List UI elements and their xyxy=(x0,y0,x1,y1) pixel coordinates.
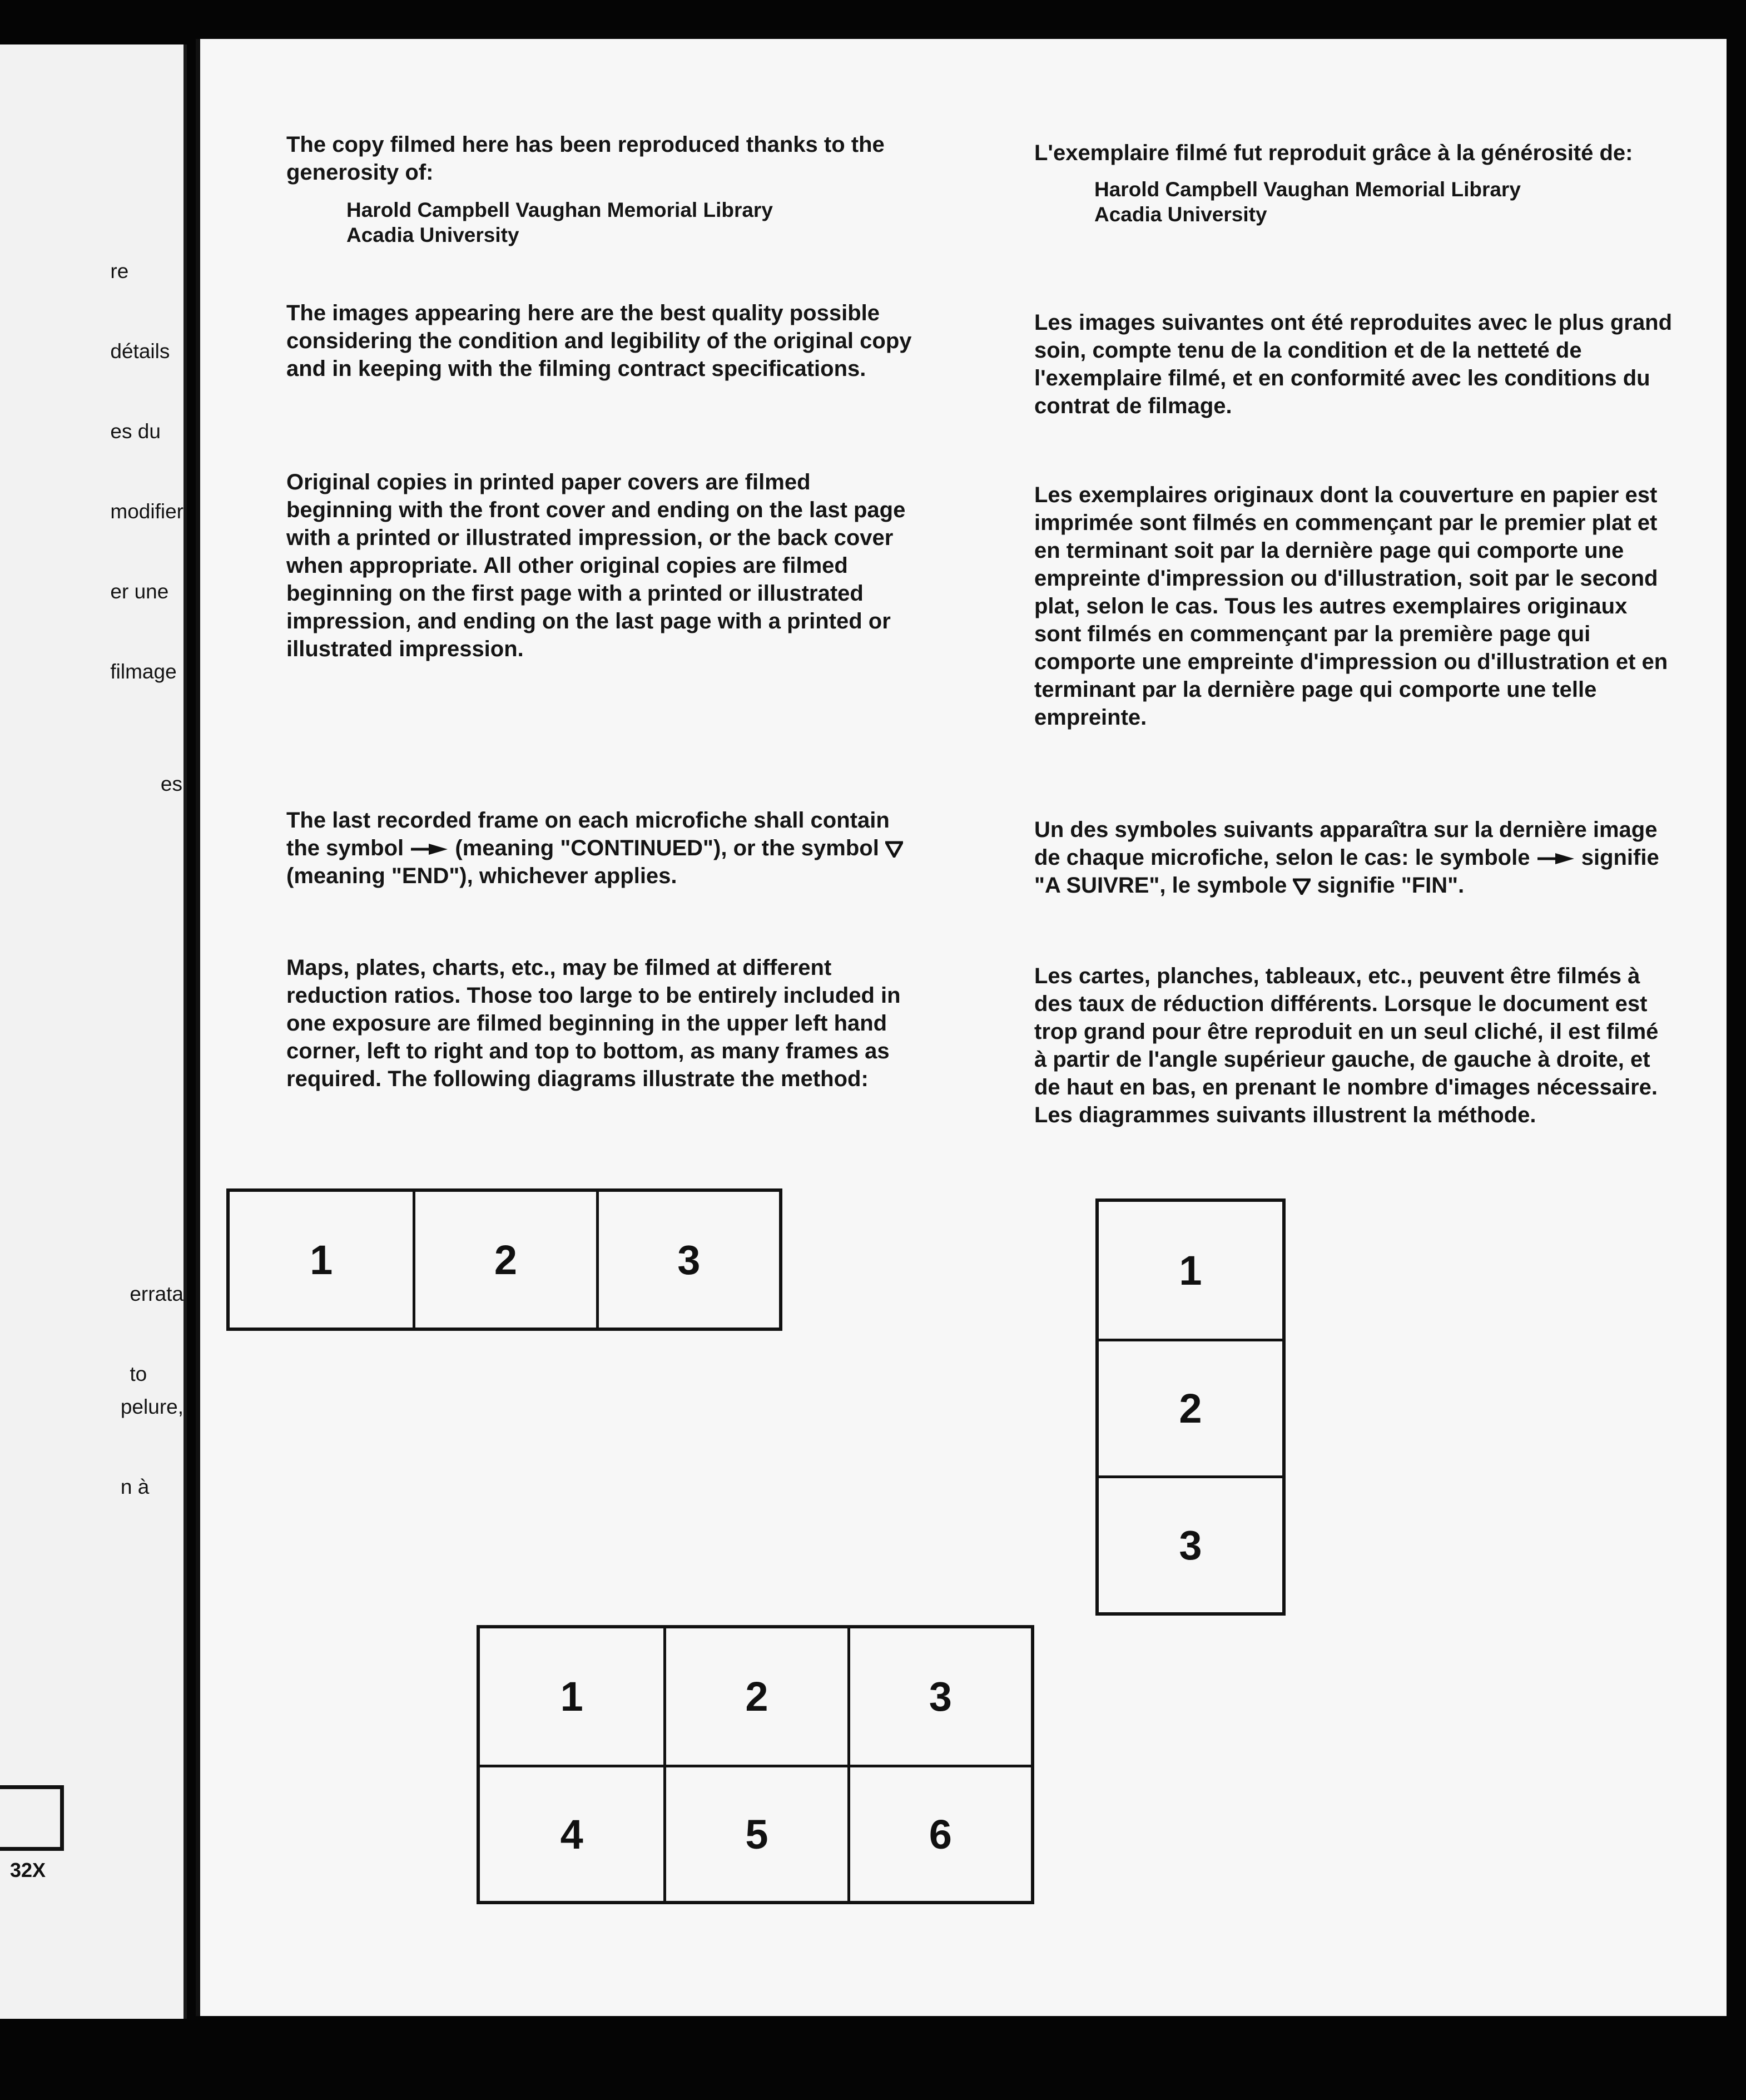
left-line: to xyxy=(130,1363,147,1385)
frame-cell: 5 xyxy=(663,1765,847,1901)
left-page-fragment xyxy=(0,44,187,2019)
reduction-box xyxy=(0,1785,64,1851)
left-line: n à xyxy=(120,1475,150,1498)
reduction-label: 32X xyxy=(10,1859,46,1881)
fr-frame-b: signifie "A SUIVRE", le symbole xyxy=(1034,845,1659,898)
fr-frame-a: Un des symboles suivants apparaîtra sur la dernière image de chaque microfiche, selon le cas: le symbole xyxy=(1034,818,1658,870)
frame-cell: 3 xyxy=(596,1192,779,1328)
end-triangle-icon xyxy=(1293,878,1311,895)
left-line: pelure, xyxy=(120,1395,183,1418)
fr-maps xyxy=(1034,962,1674,1129)
fr-library-name: Harold Campbell Vaughan Memorial Library xyxy=(1094,178,1521,201)
fr-maps-text: Les cartes, planches, tableaux, etc., peuvent être filmés à des taux de réduction différents. Lorsque le document est trop grand pour être reproduit en un seul cliché, il est filmé à partir de l'angle supérieur gauche, de gauche à droite, et de haut en bas, en prenant le nombre d'images nécessaire. Les diagrammes suivants illustrent la méthode. xyxy=(1034,964,1659,1127)
end-triangle-icon xyxy=(885,841,903,858)
left-line: détails xyxy=(110,340,170,363)
left-text-fragment-pelure xyxy=(121,1340,183,1554)
frame-cell: 4 xyxy=(480,1765,663,1901)
left-text-fragment-mid xyxy=(161,717,183,851)
frame-cell: 1 xyxy=(310,1236,333,1283)
en-library-name: Harold Campbell Vaughan Memorial Library xyxy=(346,199,773,221)
left-line: er une xyxy=(110,580,169,603)
frame-cell: 6 xyxy=(847,1765,1031,1901)
en-library xyxy=(286,197,915,247)
fr-quality-text: Les images suivantes ont été reproduites avec le plus grand soin, compte tenu de la condition et de la netteté de l'exemplaire filmé, et en conformité avec les conditions du contrat de filmage. xyxy=(1034,310,1673,418)
en-maps xyxy=(286,954,915,1093)
diagram-grid-six-frames xyxy=(477,1625,1034,1904)
en-maps-text: Maps, plates, charts, etc., may be filmed at different reduction ratios. Those too large to be entirely included in one exposure are filmed beginning in the upper left hand corner, left to right and top to bottom, as many frames as required. The following diagrams illustrate the method: xyxy=(286,955,901,1091)
fr-frame-c: signifie "FIN". xyxy=(1317,873,1465,898)
en-institution: Acadia University xyxy=(346,224,519,246)
fr-thanks-text: L'exemplaire filmé fut reproduit grâce à la générosité de: xyxy=(1034,141,1633,165)
fr-institution: Acadia University xyxy=(1094,203,1267,226)
en-frame-text xyxy=(286,806,915,890)
frame-cell: 3 xyxy=(847,1628,1031,1765)
left-line: re xyxy=(110,260,129,283)
fr-frame-symbols xyxy=(1034,816,1674,899)
left-text-fragment-top xyxy=(110,205,183,739)
en-frame-c: (meaning "END"), whichever applies. xyxy=(286,864,677,888)
left-line: modifier xyxy=(110,500,183,523)
en-frame-a: The last recorded frame on each microfiche shall contain the symbol xyxy=(286,808,890,860)
fr-frame-text xyxy=(1034,816,1674,899)
en-thanks xyxy=(286,131,915,247)
diagram-column-three-frames xyxy=(1095,1198,1286,1616)
left-line: es xyxy=(160,772,182,795)
frame-cell: 2 xyxy=(413,1192,596,1328)
left-line: filmage xyxy=(110,660,177,683)
frame-cell: 3 xyxy=(1099,1475,1282,1612)
left-line: errata xyxy=(130,1282,183,1305)
fr-library xyxy=(1034,177,1674,227)
frame-cell: 1 xyxy=(1179,1247,1202,1294)
fr-thanks xyxy=(1034,139,1674,227)
en-quality-text: The images appearing here are the best quality possible considering the condition and legibility of the original copy and in keeping with the filming contract specifications. xyxy=(286,301,912,381)
frame-cell: 1 xyxy=(560,1673,583,1720)
en-frame-symbols xyxy=(286,806,915,890)
diagram-row-three-frames xyxy=(226,1188,782,1331)
en-thanks-text: The copy filmed here has been reproduced thanks to the generosity of: xyxy=(286,132,885,185)
continued-arrow-icon xyxy=(410,843,449,856)
left-line: es du xyxy=(110,420,161,443)
fr-covers xyxy=(1034,481,1674,731)
frame-cell: 2 xyxy=(663,1628,847,1765)
continued-arrow-icon xyxy=(1536,852,1575,865)
en-quality xyxy=(286,299,915,383)
en-covers-text: Original copies in printed paper covers are filmed beginning with the front cover and ending on the last page with a printed or illustrated impression, or the back cover when appropriate. All other original copies are filmed beginning on the first page with a printed or illustrated impression, and ending on the last page with a printed or illustrated impression. xyxy=(286,470,906,661)
en-covers xyxy=(286,468,915,663)
frame-cell: 2 xyxy=(1099,1339,1282,1475)
fr-quality xyxy=(1034,309,1674,420)
en-frame-b: (meaning "CONTINUED"), or the symbol xyxy=(455,836,879,860)
fr-covers-text: Les exemplaires originaux dont la couverture en papier est imprimée sont filmés en commençant par le premier plat et en terminant soit par la dernière page qui comporte une empreinte d'impression ou d'illustration, soit par le second plat, selon le cas. Tous les autres exemplaires originaux sont filmés en commençant par la première page qui comporte une empreinte d'impression ou d'illustration et en terminant par la dernière page qui comporte une telle empreinte. xyxy=(1034,483,1668,730)
